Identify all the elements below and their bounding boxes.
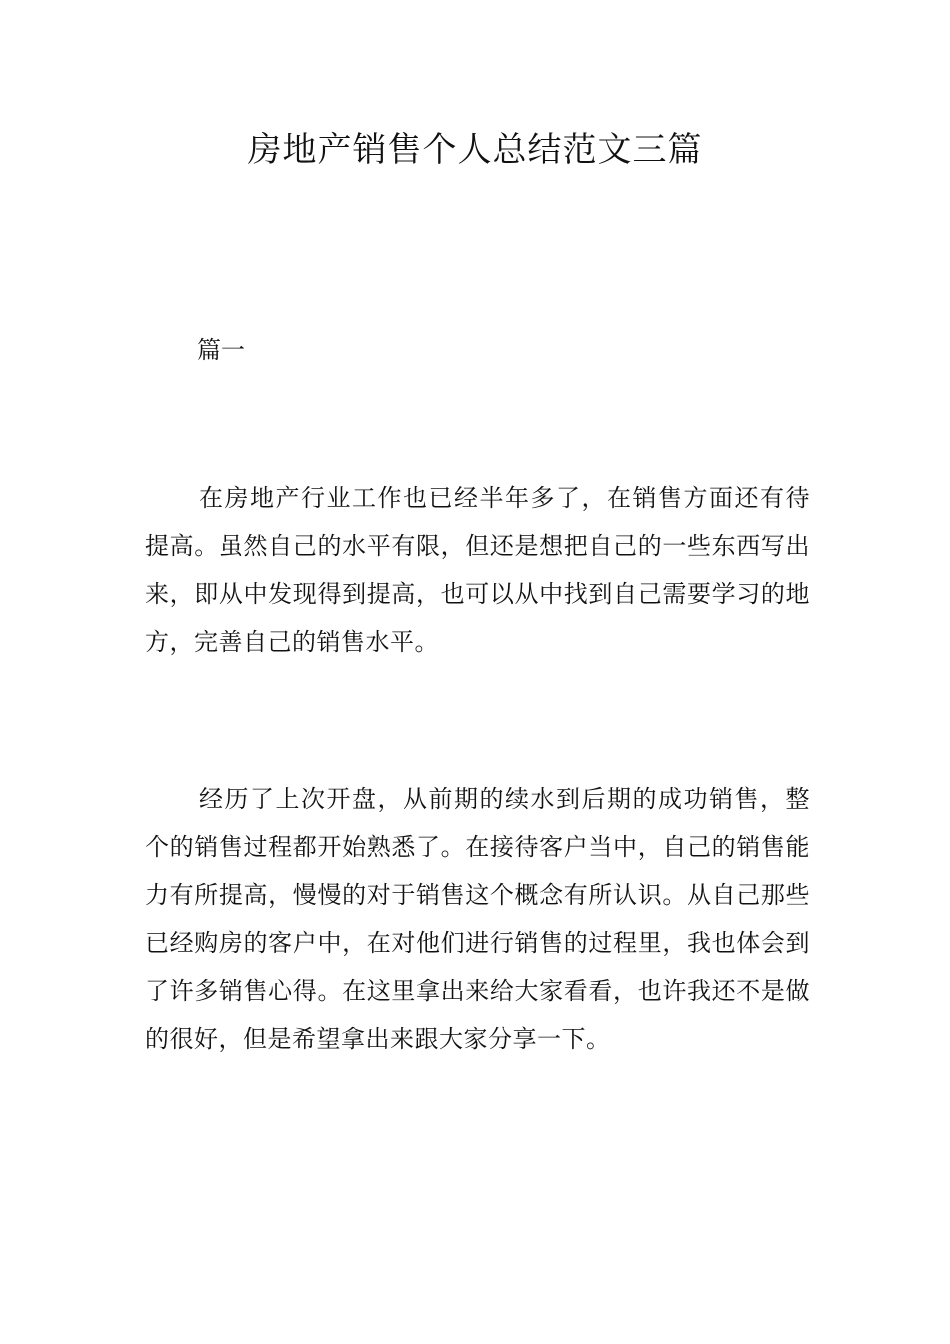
paragraph-1: 在房地产行业工作也已经半年多了，在销售方面还有待提高。虽然自己的水平有限，但还是想把自己的一些东西写出来，即从中发现得到提高，也可以从中找到自己需要学习的地方，完善自己的销售水平。 — [145, 484, 810, 656]
section-heading: 篇一 — [197, 336, 245, 364]
paragraph-2: 经历了上次开盘，从前期的续水到后期的成功销售，整个的销售过程都开始熟悉了。在接待客户当中，自己的销售能力有所提高，慢慢的对于销售这个概念有所认识。从自己那些已经购房的客户中，在对他们进行销售的过程里，我也体会到了许多销售心得。在这里拿出来给大家看看，也许我还不是做的很好，但是希望拿出来跟大家分享一下。 — [145, 785, 810, 1053]
document-title: 房地产销售个人总结范文三篇 — [247, 130, 703, 170]
